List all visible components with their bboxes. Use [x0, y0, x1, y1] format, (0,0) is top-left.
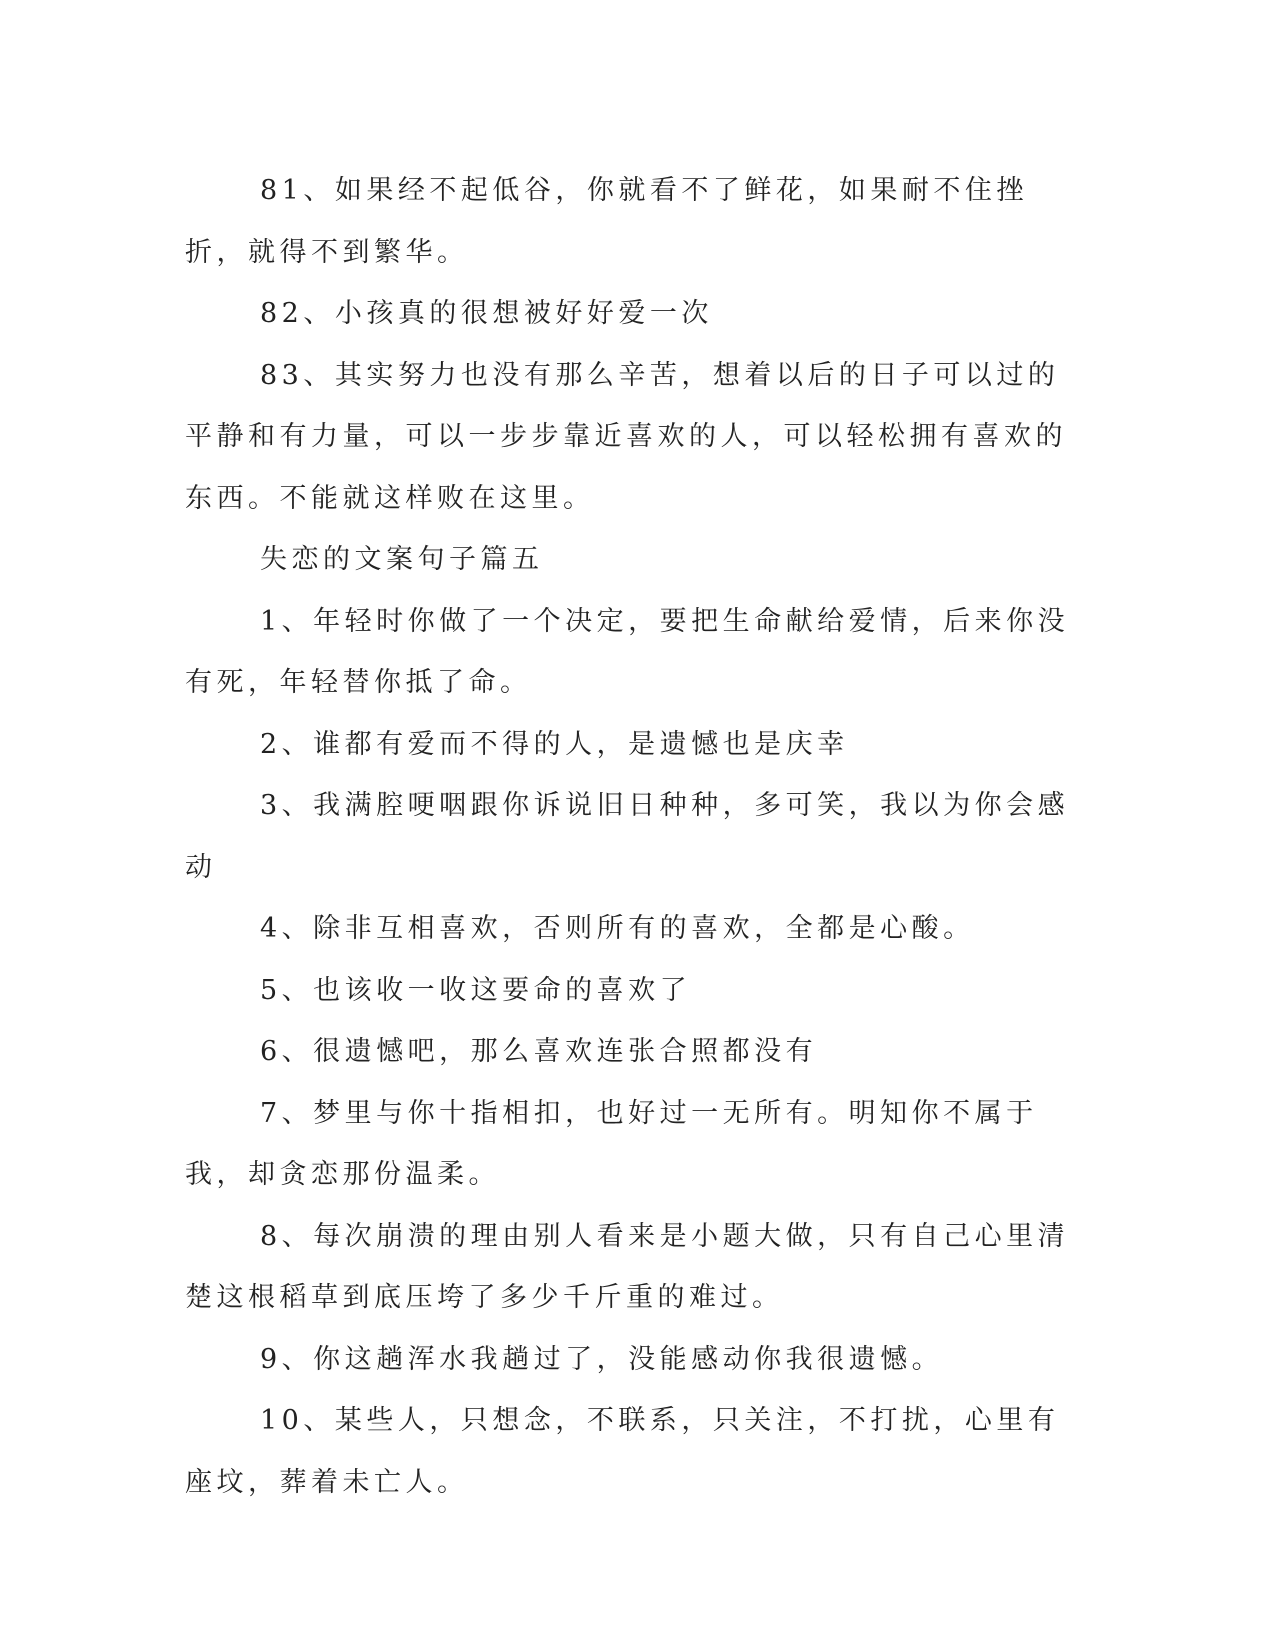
paragraph-1: 1、年轻时你做了一个决定，要把生命献给爱情，后来你没有死，年轻替你抵了命。 [185, 605, 1070, 698]
paragraph-10: 10、某些人，只想念，不联系，只关注，不打扰，心里有座坟，葬着未亡人。 [185, 1405, 1060, 1498]
paragraph-81: 81、如果经不起低谷，你就看不了鲜花，如果耐不住挫折，就得不到繁华。 [185, 175, 1028, 268]
paragraph-3: 3、我满腔哽咽跟你诉说旧日种种，多可笑，我以为你会感动 [185, 790, 1070, 883]
paragraph-6: 6、很遗憾吧，那么喜欢连张合照都没有 [260, 1036, 818, 1067]
section-heading: 失恋的文案句子篇五 [260, 544, 544, 575]
paragraph-4: 4、除非互相喜欢，否则所有的喜欢，全都是心酸。 [260, 913, 975, 944]
paragraph-2: 2、谁都有爱而不得的人，是遗憾也是庆幸 [260, 728, 849, 760]
paragraph-5: 5、也该收一收这要命的喜欢了 [260, 974, 692, 1006]
paragraph-83: 83、其实努力也没有那么辛苦，想着以后的日子可以过的平静和有力量，可以一步步靠近喜欢的人，可以轻松拥有喜欢的东西。不能就这样败在这里。 [185, 359, 1067, 514]
document-body [185, 160, 1075, 1513]
paragraph-8: 8、每次崩溃的理由别人看来是小题大做，只有自己心里清楚这根稻草到底压垮了多少千斤重的难过。 [185, 1220, 1070, 1313]
paragraph-82: 82、小孩真的很想被好好爱一次 [260, 298, 713, 329]
paragraph-7: 7、梦里与你十指相扣，也好过一无所有。明知你不属于我，却贪恋那份温柔。 [185, 1097, 1038, 1190]
paragraph-9: 9、你这趟浑水我趟过了，没能感动你我很遗憾。 [260, 1343, 944, 1375]
